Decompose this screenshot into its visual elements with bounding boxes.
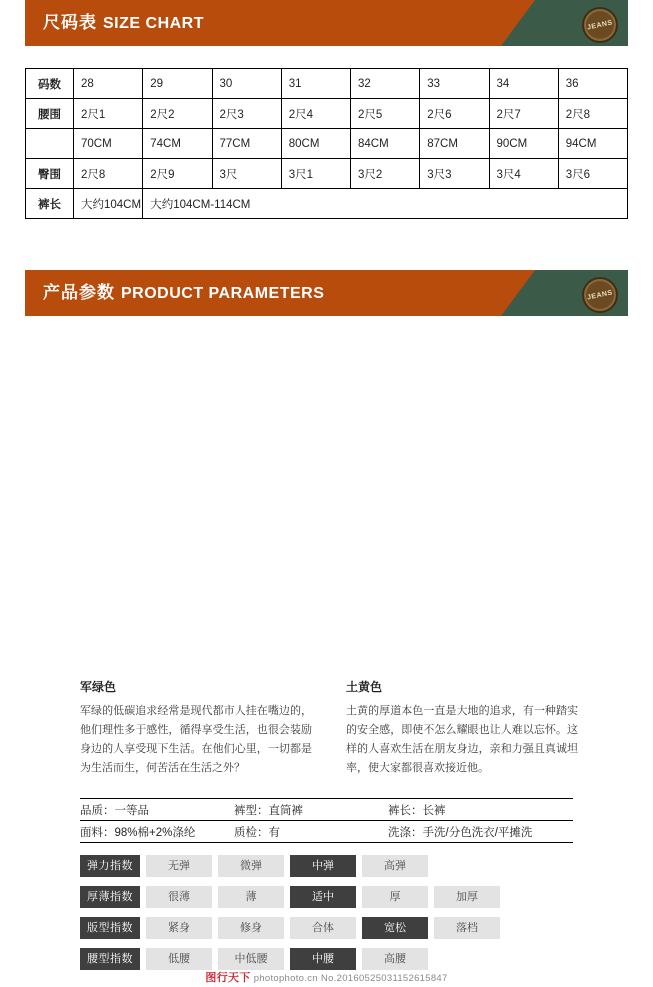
index-row-thickness (80, 886, 573, 908)
param-cell (388, 821, 573, 843)
table-cell: 34 (489, 69, 558, 99)
table-cell: 70CM (74, 129, 143, 159)
param-key: 质检： (234, 826, 269, 839)
table-cell: 2尺8 (74, 159, 143, 189)
color-text: 军绿的低碳追求经常是现代都市人挂在嘴边的，他们理性多于感性，循得享受生活，也很会装励身边的人享受现下生活。在他们心里，一切都是为生活而生，何苦活在生活之外？ (80, 705, 312, 774)
table-cell: 3尺4 (489, 159, 558, 189)
footer-watermark (0, 969, 653, 985)
index-label: 弹力指数 (80, 855, 140, 877)
product-parameters-title-cn: 产品参数 (43, 283, 115, 302)
table-cell: 30 (212, 69, 281, 99)
table-cell: 2尺3 (212, 99, 281, 129)
jeans-badge-icon (582, 7, 618, 43)
table-cell: 大约104CM-114CM (143, 189, 628, 219)
table-cell: 90CM (489, 129, 558, 159)
product-parameters-title-en: PRODUCT PARAMETERS (121, 285, 325, 302)
index-option[interactable]: 高弹 (362, 855, 428, 877)
param-value: 有 (268, 826, 280, 839)
watermark-id: No.20160525031152615847 (320, 973, 448, 984)
param-cell (80, 799, 234, 821)
param-value: 98%棉+2%涤纶 (114, 826, 196, 839)
size-chart-table-wrapper (25, 68, 628, 219)
color-name: 土黄色 (346, 680, 383, 694)
table-cell: 2尺6 (420, 99, 489, 129)
index-label: 腰型指数 (80, 948, 140, 970)
index-bars (80, 855, 573, 979)
size-chart-title (43, 0, 204, 46)
product-parameters-banner (25, 270, 628, 316)
table-row (26, 99, 628, 129)
table-cell: 36 (558, 69, 627, 99)
table-cell: 87CM (420, 129, 489, 159)
index-option[interactable]: 很薄 (146, 886, 212, 908)
watermark-site: photophoto.cn (253, 973, 318, 984)
index-option[interactable]: 薄 (218, 886, 284, 908)
index-row-waist (80, 948, 573, 970)
index-row-elasticity (80, 855, 573, 877)
index-option[interactable]: 合体 (290, 917, 356, 939)
index-option[interactable]: 修身 (218, 917, 284, 939)
param-key: 洗涤： (388, 826, 423, 839)
row-label: 码数 (26, 69, 74, 99)
jeans-badge-icon (582, 277, 618, 313)
size-chart-title-cn: 尺码表 (43, 13, 97, 32)
table-row (26, 69, 628, 99)
table-cell: 3尺 (212, 159, 281, 189)
table-cell: 31 (281, 69, 350, 99)
index-option-selected[interactable]: 中弹 (290, 855, 356, 877)
index-option-selected[interactable]: 宽松 (362, 917, 428, 939)
table-cell: 2尺1 (74, 99, 143, 129)
param-key: 面料： (80, 826, 115, 839)
index-label: 版型指数 (80, 917, 140, 939)
parameters-table (80, 798, 573, 843)
index-option[interactable]: 无弹 (146, 855, 212, 877)
table-cell: 2尺5 (351, 99, 420, 129)
param-value: 手洗/分色洗衣/平摊洗 (422, 826, 533, 839)
index-option[interactable]: 落档 (434, 917, 500, 939)
table-row (26, 129, 628, 159)
table-cell: 3尺2 (351, 159, 420, 189)
watermark-logo: 图行天下 (205, 972, 251, 984)
param-cell (388, 799, 573, 821)
table-row (80, 821, 573, 843)
color-description-army-green (80, 678, 312, 778)
jeans-badge-label: JEANS (586, 288, 614, 302)
table-cell: 74CM (143, 129, 212, 159)
index-option[interactable]: 低腰 (146, 948, 212, 970)
table-cell: 2尺2 (143, 99, 212, 129)
table-row (26, 159, 628, 189)
row-label: 裤长 (26, 189, 74, 219)
color-text: 土黄的厚道本色一直是大地的追求，有一种踏实的安全感，即使不怎么耀眼也让人难以忘怀。这样的人喜欢生活在朋友身边，亲和力强且真诚坦率，使大家都很喜欢接近他。 (346, 705, 578, 774)
index-option-selected[interactable]: 适中 (290, 886, 356, 908)
table-cell: 28 (74, 69, 143, 99)
row-label: 臀围 (26, 159, 74, 189)
index-option[interactable]: 微弹 (218, 855, 284, 877)
table-row (80, 799, 573, 821)
index-row-fit (80, 917, 573, 939)
table-cell: 29 (143, 69, 212, 99)
param-key: 品质： (80, 804, 115, 817)
color-description-khaki (346, 678, 578, 778)
row-label (26, 129, 74, 159)
param-value: 长裤 (422, 804, 446, 817)
index-label: 厚薄指数 (80, 886, 140, 908)
product-parameters-title (43, 270, 324, 316)
index-option[interactable]: 厚 (362, 886, 428, 908)
table-row (26, 189, 628, 219)
size-chart-title-en: SIZE CHART (103, 15, 204, 32)
param-cell (234, 821, 388, 843)
parameters-table-wrapper (80, 798, 573, 843)
table-cell: 33 (420, 69, 489, 99)
index-option[interactable]: 加厚 (434, 886, 500, 908)
row-label: 腰围 (26, 99, 74, 129)
index-option[interactable]: 高腰 (362, 948, 428, 970)
table-cell: 80CM (281, 129, 350, 159)
param-key: 裤型： (234, 804, 269, 817)
color-name: 军绿色 (80, 680, 117, 694)
index-option-selected[interactable]: 中腰 (290, 948, 356, 970)
table-cell: 3尺6 (558, 159, 627, 189)
index-option[interactable]: 中低腰 (218, 948, 284, 970)
table-cell: 77CM (212, 129, 281, 159)
param-value: 直筒裤 (268, 804, 303, 817)
table-cell: 2尺7 (489, 99, 558, 129)
param-key: 裤长： (388, 804, 423, 817)
table-cell: 3尺3 (420, 159, 489, 189)
param-cell (80, 821, 234, 843)
table-cell: 94CM (558, 129, 627, 159)
size-chart-table (25, 68, 628, 219)
index-option[interactable]: 紧身 (146, 917, 212, 939)
param-value: 一等品 (114, 804, 149, 817)
jeans-badge-label: JEANS (586, 18, 614, 32)
table-cell: 3尺1 (281, 159, 350, 189)
table-cell: 84CM (351, 129, 420, 159)
table-cell: 大约104CM (74, 189, 143, 219)
color-descriptions (80, 678, 580, 778)
table-cell: 2尺8 (558, 99, 627, 129)
table-cell: 2尺4 (281, 99, 350, 129)
param-cell (234, 799, 388, 821)
size-chart-banner (25, 0, 628, 46)
table-cell: 32 (351, 69, 420, 99)
table-cell: 2尺9 (143, 159, 212, 189)
